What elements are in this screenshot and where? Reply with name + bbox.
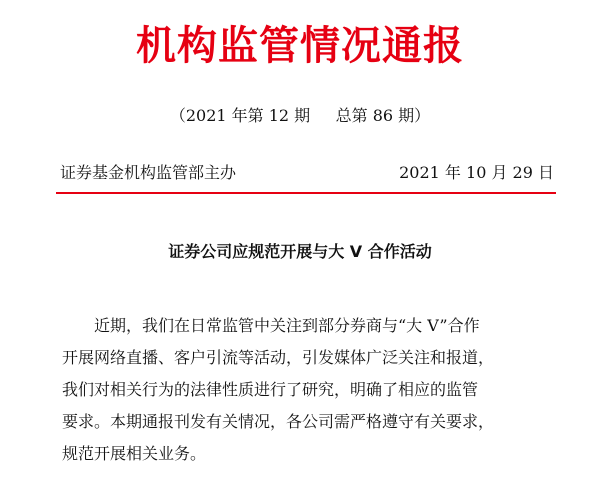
- body-line: 规范开展相关业务。: [62, 444, 207, 463]
- body-line: 我们对相关行为的法律性质进行了研究，明确了相应的监管: [62, 380, 479, 399]
- issue-number: （2021 年第 12 期 总第 86 期）: [169, 106, 431, 125]
- publisher-row: [60, 160, 554, 186]
- article-body: [62, 310, 562, 470]
- body-line: 近期，我们在日常监管中关注到部分券商与“大 V”合作: [94, 316, 480, 335]
- red-divider: [56, 192, 556, 194]
- masthead-title: 机构监管情况通报: [136, 23, 464, 69]
- article-title: 证券公司应规范开展与大 V 合作活动: [168, 242, 432, 261]
- body-line: 开展网络直播、客户引流等活动，引发媒体广泛关注和报道，: [62, 348, 495, 367]
- body-line: 要求。本期通报刊发有关情况，各公司需严格遵守有关要求，: [62, 412, 495, 431]
- publish-date: 2021 年 10 月 29 日: [399, 163, 554, 182]
- publisher-name: 证券基金机构监管部主办: [60, 163, 237, 182]
